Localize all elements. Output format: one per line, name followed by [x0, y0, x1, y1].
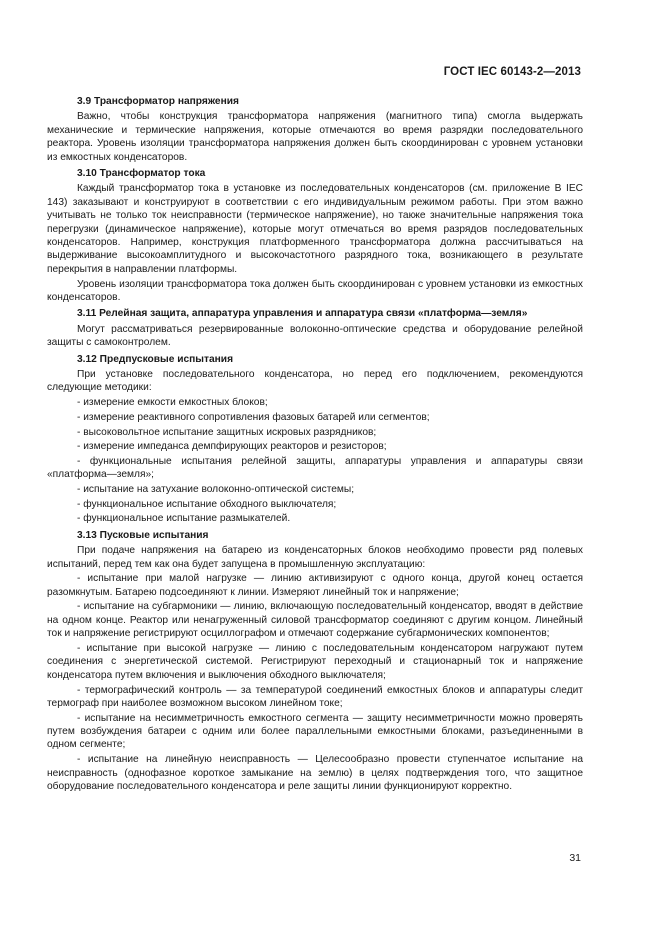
document-id-header: ГОСТ IEC 60143-2—2013 — [443, 66, 581, 78]
section-heading: 3.10 Трансформатор тока — [77, 168, 206, 180]
list-item: - испытание на несимметричность емкостного сегмента — защиту несимметричности можно проверять путем возбуждения батареи с одним или более параллельными емкостными блоками, разъединенными в одном сегменте; — [47, 712, 583, 751]
list-item: - функциональные испытания релейной защиты, аппаратуры управления и аппаратуры связи «платформа—земля»; — [47, 455, 583, 481]
section-heading: 3.9 Трансформатор напряжения — [77, 96, 239, 107]
section-3-9 — [47, 95, 583, 164]
paragraph: Уровень изоляции трансформатора тока должен быть скоординирован с уровнем установки из емкостных конденсаторов. — [47, 278, 583, 303]
section-heading: 3.13 Пусковые испытания — [77, 529, 209, 541]
list-item: - испытание на субгармоники — линию, включающую последовательный конденсатор, вводят в действие на одном конце. Реактор или ненагруженный силовой трансформатор соединяют с другим концом. Линейный ток и напряжение регистрируют осциллографом и отмечают содержание субгармонических компонентов; — [47, 601, 583, 640]
section-heading: 3.12 Предпусковые испытания — [77, 353, 234, 365]
list-item: - испытание при высокой нагрузке — линию с последовательным конденсатором нагружают путем соединения с энергетической системой. Регистрируют переходный и стационарный ток и напряжение конденсатора путем включения и выключения обходного выключателя; — [47, 643, 583, 681]
list-item: - термографический контроль — за температурой соединений емкостных блоков и аппаратуры следит термограф при наиболее возможном высоком линейном токе; — [47, 684, 583, 709]
list-item: - высоковольтное испытание защитных искровых разрядников; — [77, 426, 377, 438]
page-number: 31 — [569, 852, 581, 864]
document-body — [47, 92, 583, 795]
paragraph: Важно, чтобы конструкция трансформатора напряжения (магнитного типа) смогла выдержать механические и термические напряжения, которые отмечаются во время разрядки последовательного реактора. Уровень изоляции трансформатора напряжения должен быть скоординирован с уровнем установки из емкостных конденсаторов. — [47, 111, 583, 163]
paragraph: Каждый трансформатор тока в установке из последовательных конденсаторов (см. приложение В IEC 143) заказывают и конструируют в соответствии с его индивидуальным режимом работы. При этом важно учитывать не только ток неисправности (термическое напряжение), но также значительные напряжения тока перегрузки (динамическое напряжение), которые могут отмечаться во время разрядов последовательных конденсаторов. Например, конструкция платформенного трансформатора должна рассчитываться на выдерживание высокоамплитудного и высокочастотного разрядного тока, возникающего в результате перекрытия в направлении платформы. — [47, 183, 583, 275]
list-item: - функциональное испытание обходного выключателя; — [77, 498, 337, 510]
section-3-12 — [47, 353, 583, 526]
list-item: - измерение реактивного сопротивления фазовых батарей или сегментов; — [77, 411, 430, 423]
paragraph: Могут рассматриваться резервированные волоконно-оптические средства и оборудование релейной защиты с самоконтролем. — [47, 323, 583, 349]
paragraph: При подаче напряжения на батарею из конденсаторных блоков необходимо провести ряд полевых испытаний, перед тем как она будет запущена в промышленную эксплуатацию: — [47, 545, 583, 570]
list-item: - испытание при малой нагрузке — линию активизируют с одного конца, другой конец остается разомкнутым. Батарею подсоединяют к линии. Измеряют линейный ток и напряжение; — [47, 573, 583, 598]
list-item: - испытание на затухание волоконно-оптической системы; — [77, 484, 355, 496]
section-3-10 — [47, 167, 583, 304]
list-item: - функциональное испытание размыкателей. — [77, 513, 291, 525]
list-item: - измерение емкости емкостных блоков; — [77, 397, 268, 409]
section-3-13 — [47, 529, 583, 794]
section-heading: 3.11 Релейная защита, аппаратура управления и аппаратура связи «платформа—земля» — [77, 308, 528, 320]
list-item: - испытание на линейную неисправность — Целесообразно провести ступенчатое испытание на неисправность (однофазное короткое замыкание на землю) в целях подтверждения того, что защитное оборудование последовательного конденсатора и реле защиты линии функционируют корректно. — [47, 754, 583, 792]
list-item: - измерение импеданса демпфирующих реакторов и резисторов; — [77, 441, 387, 453]
paragraph: При установке последовательного конденсатора, но перед его подключением, рекомендуются следующие методики: — [47, 369, 583, 394]
section-3-11 — [47, 307, 583, 349]
